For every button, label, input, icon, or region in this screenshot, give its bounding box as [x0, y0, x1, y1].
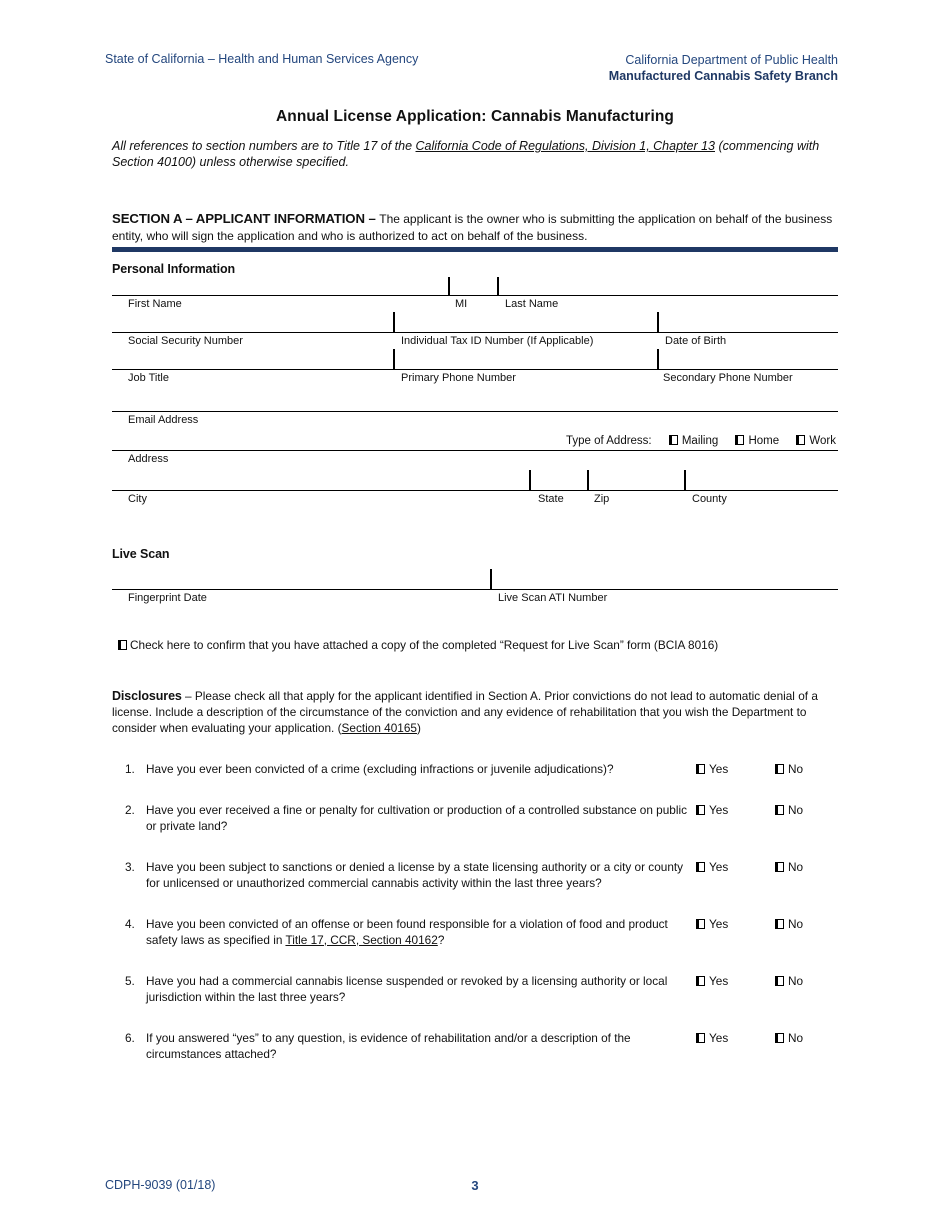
question-2-yes	[696, 802, 728, 818]
secondary-phone-label: Secondary Phone Number	[663, 371, 793, 384]
question-3-yes	[696, 859, 728, 875]
yes-label: Yes	[709, 1030, 729, 1045]
home-option	[735, 435, 779, 447]
primary-phone-label: Primary Phone Number	[401, 371, 516, 384]
field-divider	[587, 470, 589, 490]
live-scan-labels	[112, 590, 838, 606]
question-4-text-pre: Have you been convicted of an offense or been found responsible for a violation of food and product safety laws as specified in	[146, 916, 668, 947]
question-6-text: If you answered “yes” to any question, is evidence of rehabilitation and/or a description of the circumstances attached?	[146, 1030, 631, 1061]
question-3-text: Have you been subject to sanctions or denied a license by a state licensing authority or a city or county for unlicensed or unauthorized commercial cannabis activity within the last three years?	[146, 859, 684, 890]
field-divider	[529, 470, 531, 490]
question-2-no	[775, 802, 803, 818]
question-6-no	[775, 1030, 803, 1046]
question-1-yes-checkbox[interactable]	[696, 764, 705, 774]
section-a-description: The applicant is the owner who is submitting the application on behalf of the business entity, who will sign the application and who is authorized to act on behalf of the business.	[112, 212, 833, 243]
work-label: Work	[809, 434, 836, 447]
question-4-text-post: ?	[437, 932, 445, 947]
live-scan-heading: Live Scan	[112, 546, 170, 561]
department-header	[609, 52, 838, 84]
disclosure-questions	[112, 761, 838, 1062]
question-4-row	[112, 916, 838, 948]
question-4-no-checkbox[interactable]	[775, 919, 784, 929]
live-scan-confirm-text: Check here to confirm that you have attached a copy of the completed “Request for Live Scan” form (BCIA 8016)	[130, 637, 719, 652]
ssn-itin-dob-inputs-row[interactable]	[112, 296, 838, 333]
live-scan-confirm-checkbox[interactable]	[118, 640, 127, 650]
no-label: No	[788, 916, 804, 931]
question-5-no-checkbox[interactable]	[775, 976, 784, 986]
no-label: No	[788, 973, 804, 988]
question-3-yes-checkbox[interactable]	[696, 862, 705, 872]
dob-label: Date of Birth	[665, 334, 727, 347]
email-label: Email Address	[128, 413, 199, 426]
work-checkbox[interactable]	[796, 435, 805, 445]
question-1-yes	[696, 761, 728, 777]
city-state-zip-county-inputs-row[interactable]	[112, 451, 838, 491]
branch-name: Manufactured Cannabis Safety Branch	[608, 69, 838, 83]
live-scan-confirm-row	[112, 638, 838, 652]
type-of-address-group	[566, 435, 836, 447]
question-1-text: Have you ever been convicted of a crime (excluding infractions or juvenile adjudications)?	[146, 761, 614, 776]
question-4-yes	[696, 916, 728, 932]
page-header	[0, 0, 950, 84]
question-1-number: 1.	[125, 761, 135, 776]
field-divider	[393, 349, 395, 369]
disclosures-paragraph	[112, 688, 838, 736]
intro-text: All references to section numbers are to Title 17 of the	[112, 139, 416, 153]
question-4-yes-checkbox[interactable]	[696, 919, 705, 929]
job-phone-inputs-row[interactable]	[112, 333, 838, 370]
field-divider	[684, 470, 686, 490]
question-5-yes-checkbox[interactable]	[696, 976, 705, 986]
question-6-number: 6.	[125, 1030, 135, 1045]
mailing-option	[669, 435, 718, 447]
question-3-no	[775, 859, 803, 875]
job-title-label: Job Title	[128, 371, 169, 384]
form-number: CDPH-9039 (01/18)	[105, 1178, 216, 1192]
mailing-label: Mailing	[681, 434, 719, 447]
question-1-row	[112, 761, 838, 777]
question-5-text: Have you had a commercial cannabis license suspended or revoked by a licensing authority or local jurisdiction within the last three years?	[146, 973, 668, 1004]
disclosures-text-end: )	[416, 720, 421, 735]
question-1-no	[775, 761, 803, 777]
question-2-row	[112, 802, 838, 834]
field-divider	[490, 569, 492, 589]
state-label: State	[538, 492, 564, 505]
question-6-row	[112, 1030, 838, 1062]
yes-label: Yes	[709, 802, 729, 817]
field-divider	[657, 312, 659, 332]
question-2-number: 2.	[125, 802, 135, 817]
question-6-no-checkbox[interactable]	[775, 1033, 784, 1043]
question-4-no	[775, 916, 803, 932]
page-title: Annual License Application: Cannabis Manufacturing	[276, 108, 674, 125]
question-5-number: 5.	[125, 973, 135, 988]
question-3-number: 3.	[125, 859, 135, 874]
question-3-row	[112, 859, 838, 891]
question-1-no-checkbox[interactable]	[775, 764, 784, 774]
yes-label: Yes	[709, 761, 729, 776]
yes-label: Yes	[709, 973, 729, 988]
question-5-yes	[696, 973, 728, 989]
work-option	[796, 435, 836, 447]
section-a-heading	[112, 210, 838, 245]
question-4-text	[146, 916, 691, 948]
yes-label: Yes	[709, 916, 729, 931]
county-label: County	[692, 492, 727, 505]
question-3-no-checkbox[interactable]	[775, 862, 784, 872]
intro-text-cont: (commencing with Section 40100) unless otherwise specified.	[112, 139, 820, 169]
no-label: No	[788, 859, 804, 874]
city-state-zip-county-labels	[112, 491, 838, 507]
fingerprint-date-label: Fingerprint Date	[128, 591, 207, 604]
section-a-label: SECTION A – APPLICANT INFORMATION –	[112, 211, 380, 226]
question-2-text: Have you ever received a fine or penalty for cultivation or production of a controlled substance on public or private land?	[146, 802, 688, 833]
yes-label: Yes	[709, 859, 729, 874]
personal-information-heading: Personal Information	[112, 261, 236, 276]
question-5-row	[112, 973, 838, 1005]
section-40162-link[interactable]: Title 17, CCR, Section 40162	[285, 932, 438, 947]
last-name-label: Last Name	[505, 297, 559, 310]
no-label: No	[788, 802, 804, 817]
no-label: No	[788, 761, 804, 776]
field-divider	[497, 277, 499, 295]
section-40165-link[interactable]: Section 40165	[341, 720, 417, 735]
ssn-label: Social Security Number	[128, 334, 243, 347]
agency-header: State of California – Health and Human Services Agency	[105, 52, 419, 66]
home-checkbox[interactable]	[735, 435, 744, 445]
page-footer	[105, 1178, 845, 1196]
department-name: California Department of Public Health	[625, 53, 838, 67]
name-inputs-row[interactable]	[112, 276, 838, 296]
section-divider-rule	[112, 247, 838, 252]
question-6-yes-checkbox[interactable]	[696, 1033, 705, 1043]
disclosures-text: – Please check all that apply for the applicant identified in Section A. Prior convictions do not lead to automatic denial of a license. Include a description of the circumstance of the conviction and any evidence of rehabilitation that you wish the Department to consider when evaluating your application. (	[112, 688, 818, 735]
email-input-row[interactable]	[112, 370, 838, 412]
ati-number-label: Live Scan ATI Number	[498, 591, 608, 604]
question-4-number: 4.	[125, 916, 135, 931]
question-6-yes	[696, 1030, 728, 1046]
mailing-checkbox[interactable]	[669, 435, 678, 445]
disclosures-heading: Disclosures	[112, 688, 182, 703]
field-divider	[393, 312, 395, 332]
first-name-label: First Name	[128, 297, 182, 310]
address-input-row[interactable]	[112, 412, 838, 451]
question-2-yes-checkbox[interactable]	[696, 805, 705, 815]
no-label: No	[788, 1030, 804, 1045]
field-divider	[657, 349, 659, 369]
question-2-no-checkbox[interactable]	[775, 805, 784, 815]
home-label: Home	[748, 434, 780, 447]
zip-label: Zip	[594, 492, 610, 505]
question-5-no	[775, 973, 803, 989]
field-divider	[448, 277, 450, 295]
intro-note	[112, 138, 838, 170]
page-number: 3	[471, 1178, 479, 1193]
live-scan-inputs-row[interactable]	[112, 561, 838, 590]
type-of-address-label: Type of Address:	[565, 434, 652, 447]
itin-label: Individual Tax ID Number (If Applicable)	[401, 334, 594, 347]
city-label: City	[128, 492, 147, 505]
regulation-link[interactable]: California Code of Regulations, Division 1, Chapter 13	[415, 139, 715, 153]
mi-label: MI	[455, 297, 468, 310]
address-label: Address	[128, 452, 169, 465]
